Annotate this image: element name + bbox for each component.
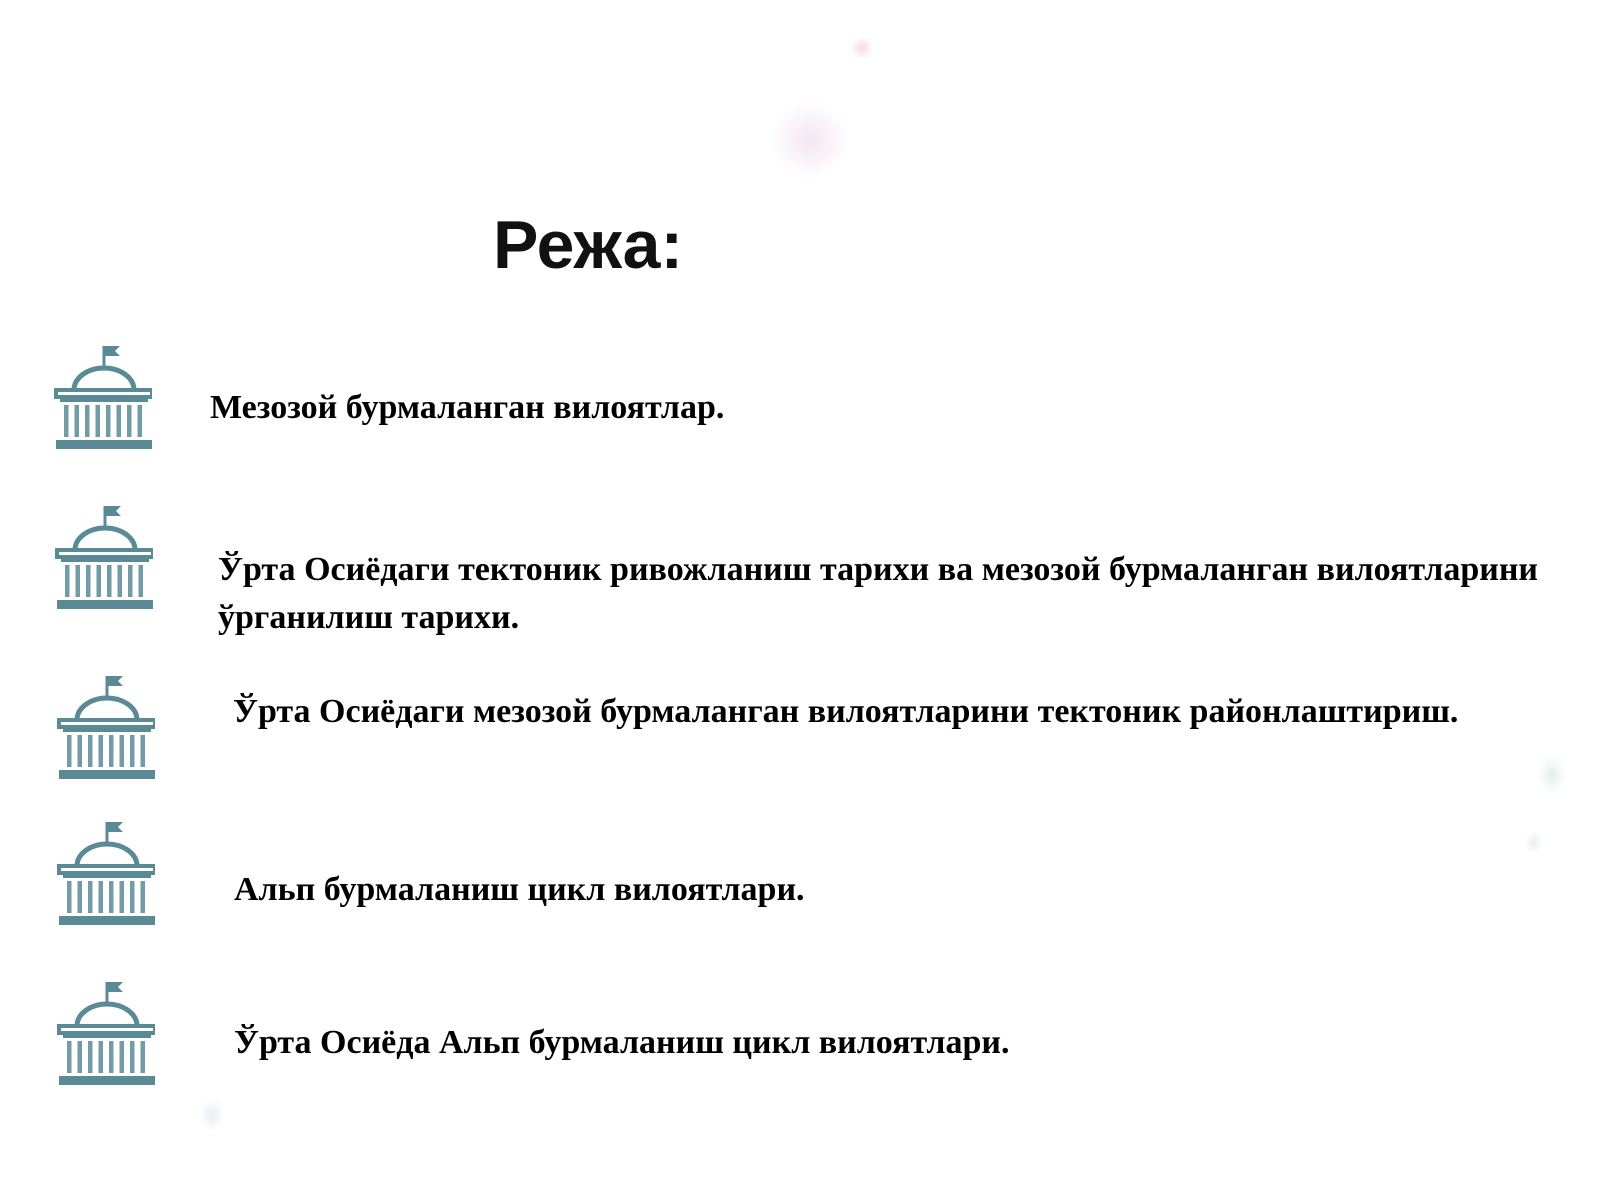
capitol-building-icon <box>52 342 152 454</box>
plan-item-text: Альп бурмаланиш цикл вилоятлари. <box>234 871 805 908</box>
page-title: Режа: <box>493 207 684 283</box>
background-decoration <box>1538 755 1566 795</box>
plan-item-text: Ўрта Осиёдаги мезозой бурмаланган вилоятларини тектоник районлаштириш. <box>233 693 1459 730</box>
capitol-building-icon <box>55 978 155 1090</box>
background-decoration <box>850 36 874 60</box>
capitol-building-icon <box>55 672 155 784</box>
plan-item-text: Мезозой бурмаланган вилоятлар. <box>210 389 725 426</box>
capitol-building-icon <box>55 818 155 930</box>
background-decoration <box>770 100 850 180</box>
background-decoration <box>198 1098 226 1132</box>
background-decoration <box>1525 830 1543 854</box>
capitol-building-icon <box>53 502 153 614</box>
plan-item-text: Ўрта Осиёдаги тектоник ривожланиш тарихи ва мезозой бурмаланган вилоятларини ўрганилиш тарихи. <box>218 551 1538 636</box>
plan-item-text: Ўрта Осиёда Альп бурмаланиш цикл вилоятлари. <box>234 1024 1010 1061</box>
